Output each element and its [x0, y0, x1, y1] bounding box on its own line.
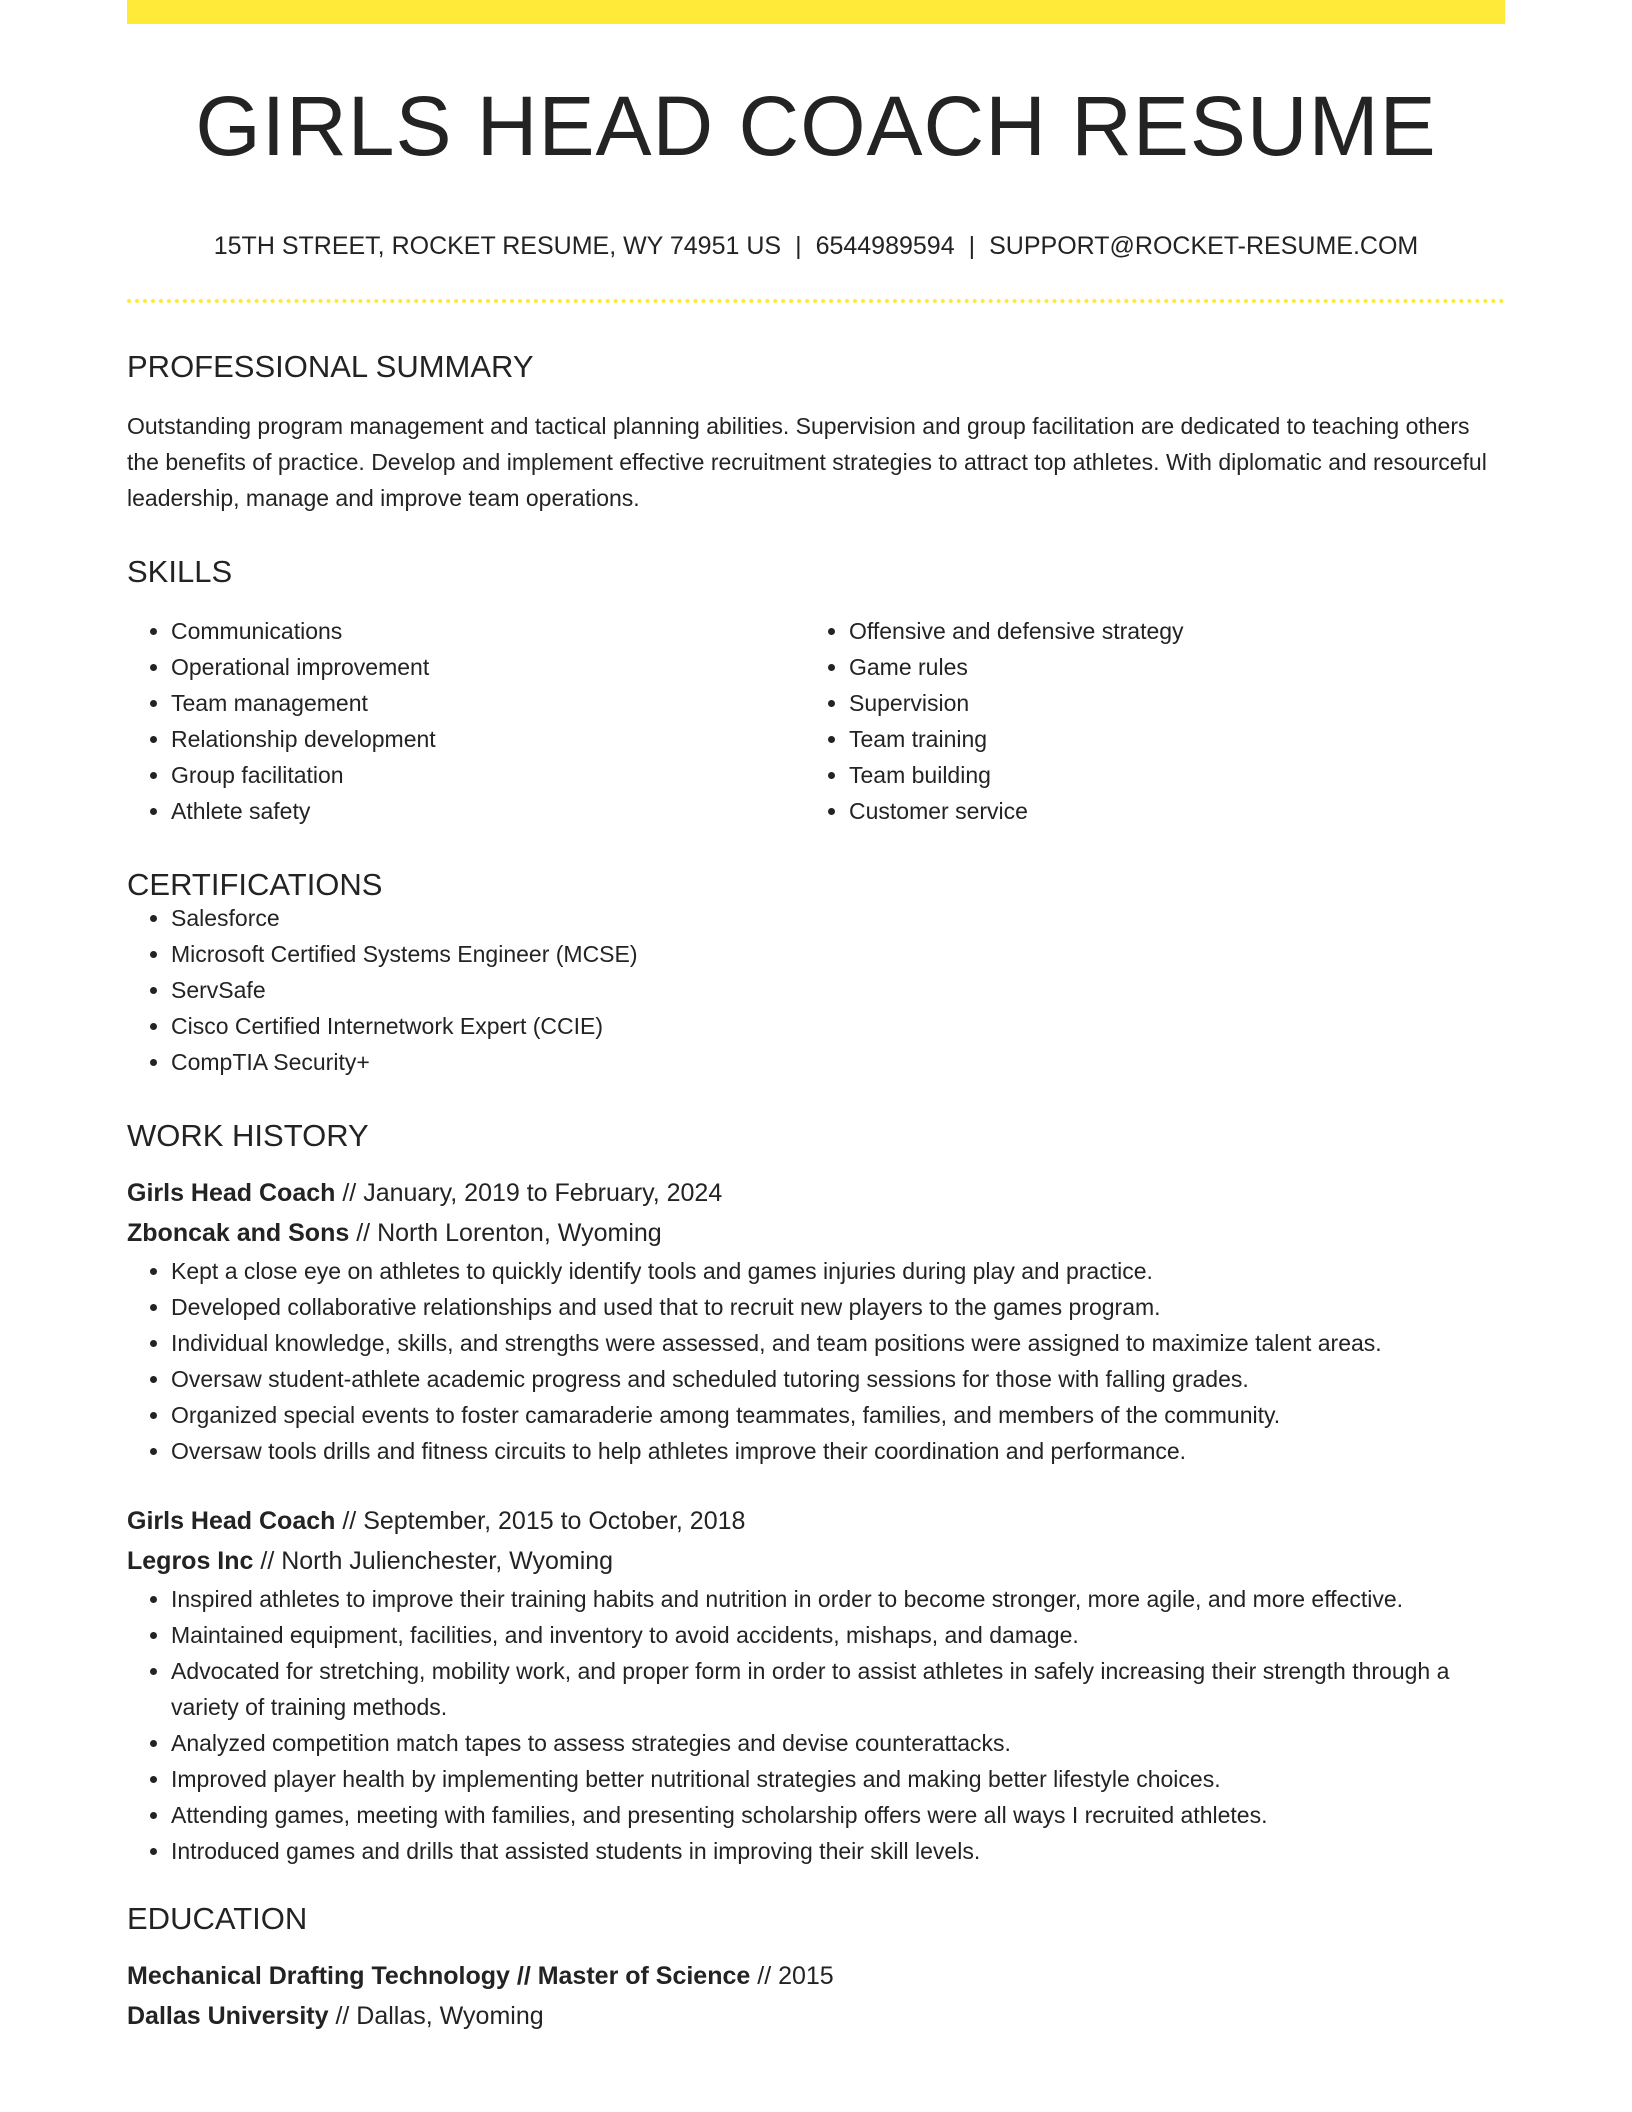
job-company-line: [127, 1213, 1505, 1253]
job-bullet: • Oversaw tools drills and fitness circuits to help athletes improve their coordination and performance.: [171, 1433, 1505, 1469]
contact-separator: |: [795, 232, 802, 260]
job-role-line: [127, 1501, 1505, 1541]
divider: //: [750, 1962, 779, 1990]
skill-item: • Game rules: [849, 649, 1483, 685]
job-bullet: • Oversaw student-athlete academic progress and scheduled tutoring sessions for those with falling grades.: [171, 1361, 1505, 1397]
phone: 6544989594: [815, 232, 955, 260]
contact-line: [127, 234, 1505, 259]
skill-item: • Athlete safety: [171, 793, 805, 829]
divider: //: [349, 1219, 378, 1247]
top-accent-bar: [127, 0, 1505, 24]
job-role: Girls Head Coach: [127, 1179, 336, 1207]
skills-list-right: [805, 613, 1483, 829]
resume-page: [127, 0, 1505, 2036]
skill-item: • Team management: [171, 685, 805, 721]
divider: //: [335, 1507, 364, 1535]
skills-list-left: [127, 613, 805, 829]
job-dates: September, 2015 to October, 2018: [363, 1507, 746, 1535]
job-bullet: • Developed collaborative relationships and used that to recruit new players to the games program.: [171, 1289, 1505, 1325]
job-location: North Julienchester, Wyoming: [281, 1547, 614, 1575]
skill-item: • Operational improvement: [171, 649, 805, 685]
skill-item: • Group facilitation: [171, 757, 805, 793]
resume-title: GIRLS HEAD COACH RESUME: [195, 79, 1437, 173]
skill-item: • Supervision: [849, 685, 1483, 721]
address: 15TH STREET, ROCKET RESUME, WY 74951 US: [213, 232, 782, 260]
job-bullet: • Attending games, meeting with families, and presenting scholarship offers were all ways I recruited athletes.: [171, 1797, 1505, 1833]
education-year: 2015: [778, 1962, 834, 1990]
education-degree-line: [127, 1956, 1505, 1996]
job-bullet: • Improved player health by implementing better nutritional strategies and making better lifestyle choices.: [171, 1761, 1505, 1797]
skills-columns: [127, 613, 1505, 829]
certifications-list: [127, 900, 1505, 1080]
education-field: Mechanical Drafting Technology // Master of Science: [127, 1962, 751, 1990]
job-role-line: [127, 1173, 1505, 1213]
job-bullet: • Organized special events to foster camaraderie among teammates, families, and members of the community.: [171, 1397, 1505, 1433]
job-bullet: • Maintained equipment, facilities, and inventory to avoid accidents, mishaps, and damage.: [171, 1617, 1505, 1653]
certifications-heading: CERTIFICATIONS: [127, 867, 383, 902]
education-heading: EDUCATION: [127, 1901, 308, 1936]
summary-text: Outstanding program management and tactical planning abilities. Supervision and group facilitation are dedicated to teaching others the benefits of practice. Develop and implement effective recruitment strategies to attract top athletes. With diplomatic and resourceful leadership, manage and improve team operations.: [127, 413, 1487, 511]
email: SUPPORT@ROCKET-RESUME.COM: [989, 232, 1419, 260]
job-bullet: • Individual knowledge, skills, and strengths were assessed, and team positions were assigned to maximize talent areas.: [171, 1325, 1505, 1361]
job-location: North Lorenton, Wyoming: [377, 1219, 662, 1247]
certification-item: • Salesforce: [171, 900, 1505, 936]
skill-item: • Team training: [849, 721, 1483, 757]
job-company: Zboncak and Sons: [127, 1219, 350, 1247]
job-bullets: [127, 1581, 1505, 1869]
skills-heading: SKILLS: [127, 554, 233, 589]
education-location: Dallas, Wyoming: [356, 2002, 544, 2030]
skill-item: • Communications: [171, 613, 805, 649]
job-bullet: • Advocated for stretching, mobility work, and proper form in order to assist athletes in safely increasing their strength through a variety of training methods.: [171, 1653, 1505, 1725]
divider: //: [328, 2002, 357, 2030]
divider: //: [253, 1547, 282, 1575]
skill-item: • Relationship development: [171, 721, 805, 757]
certification-item: • Cisco Certified Internetwork Expert (CCIE): [171, 1008, 1505, 1044]
certification-item: • Microsoft Certified Systems Engineer (MCSE): [171, 936, 1505, 972]
job-bullet: • Kept a close eye on athletes to quickly identify tools and games injuries during play and practice.: [171, 1253, 1505, 1289]
job-bullet: • Introduced games and drills that assisted students in improving their skill levels.: [171, 1833, 1505, 1869]
job-company-line: [127, 1541, 1505, 1581]
contact-separator: |: [968, 232, 976, 260]
header-divider: [127, 299, 1505, 303]
certification-item: • CompTIA Security+: [171, 1044, 1505, 1080]
education-school: Dallas University: [127, 2002, 329, 2030]
education-school-line: [127, 1996, 1505, 2036]
skill-item: • Offensive and defensive strategy: [849, 613, 1483, 649]
skill-item: • Customer service: [849, 793, 1483, 829]
divider: //: [335, 1179, 364, 1207]
certification-item: • ServSafe: [171, 972, 1505, 1008]
job-dates: January, 2019 to February, 2024: [363, 1179, 723, 1207]
job-bullets: [127, 1253, 1505, 1469]
skill-item: • Team building: [849, 757, 1483, 793]
work-history-heading: WORK HISTORY: [127, 1118, 369, 1153]
summary-heading: PROFESSIONAL SUMMARY: [127, 349, 534, 384]
job-bullet: • Analyzed competition match tapes to assess strategies and devise counterattacks.: [171, 1725, 1505, 1761]
job-role: Girls Head Coach: [127, 1507, 336, 1535]
job-bullet: • Inspired athletes to improve their training habits and nutrition in order to become stronger, more agile, and more effective.: [171, 1581, 1505, 1617]
job-company: Legros Inc: [127, 1547, 254, 1575]
